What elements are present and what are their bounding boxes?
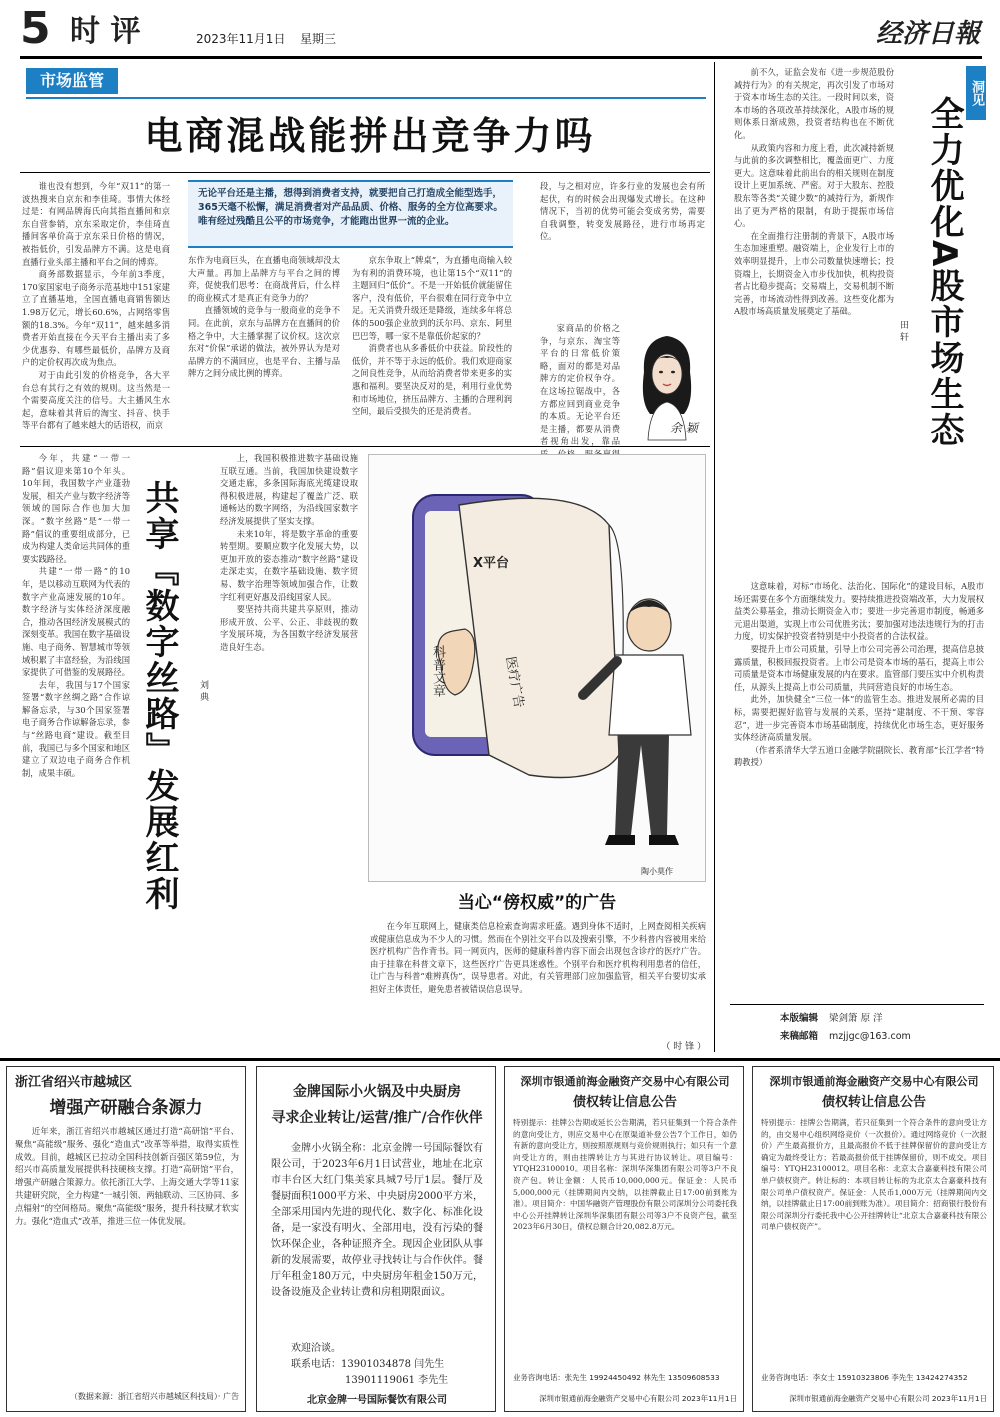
editors-box bbox=[780, 1010, 984, 1050]
lead-paragraph: 谁也没有想到，今年“双11”的第一波热搜来自京东和李佳琦。事情大体经过是：有网品牌海氏向其指直播间和京东自营参销，京东采取定价，李佳琦直播间客单价高于京东采日价格的情况，被指低价，引发品牌方不满。这是电商直播行业头部主播和平台之间的博弈。 bbox=[22, 181, 170, 267]
insight-column-bottom bbox=[734, 580, 984, 1000]
issue-weekday: 星期三 bbox=[300, 32, 337, 46]
ad-yintong-1 bbox=[504, 1066, 744, 1412]
lead-paragraph: 东作为电商巨头，在直播电商领域却没太大声量。再加上品牌方与平台之间的博弈，促使我们思考：在商战背后，什么样的商业模式才是真正有竞争力的？ bbox=[188, 255, 340, 303]
masthead bbox=[0, 0, 1000, 62]
pullquote-text: 无论平台还是主播，想得到消费者支持，就要把自己打造成全能型选手，365天毫不松懈，满足消费者对产品品质、价格、服务的全方位高要求。唯有经过残酷且公平的市场竞争，才能跑出世界一流的企业。 bbox=[198, 188, 503, 227]
cartoon-label-ad: 医疗广告 bbox=[502, 655, 527, 710]
issue-date: 2023年11月1日 bbox=[196, 32, 286, 46]
silkroad-paragraph: 上，我国积极推进数字基础设施互联互通。当前，我国加快建设数字交通走廊，多条国际海底光缆建设取得积极进展，构建起了覆盖广泛、联通畅达的数字网络，为沿线国家数字经济发展提供了坚实支撑。 bbox=[220, 453, 358, 526]
lead-paragraph: 直播领域的竞争与一般商业的竞争不同。在此前，京东与品牌方在直播间的价格之争中，大主播掌握了议价权。这次京东对“价保”承诺的做法，被外界认为是对品牌方的不满回应，也是平台、主播与品牌方之间分成比例的博弈。 bbox=[188, 305, 340, 379]
lead-paragraph: 对于由此引发的价格竞争，各大平台总有其行之有效的规则。这当然是一个需要高度关注的信号。大主播风生水起，意味着其背后的淘宝、抖音、快手等平台都有了越来越大的话语权，而京 bbox=[22, 369, 170, 431]
email-address: mzjjgc@163.com bbox=[829, 1031, 911, 1042]
lead-paragraph: 段，与之相对应，许多行业的发展也会有所起伏，有的时候会出现爆发式增长。在这种情况下，当初的优势可能会变成劣势，需要自我调整，转变发展路径，进行市场再定位。 bbox=[540, 181, 705, 242]
page-number: 5 bbox=[20, 3, 51, 54]
right-column-rule bbox=[714, 62, 715, 1052]
insight-headline: 全力优化A股市场生态 bbox=[924, 96, 964, 449]
insight-paragraph: 前不久，证监会发布《进一步规范股份减持行为》的有关规定，再次引发了市场对于资本市场生态的关注。一段时间以来，资本市场的各项改革持续深化，A股市场的规则体系日渐成熟，投资者结构也在不断优化。 bbox=[734, 67, 894, 140]
insight-paragraph: 从政策内容和力度上看，此次减持新规与此前的多次调整相比，覆盖面更广、力度更大。这意味着此前出台的相关规则在制度设计上更加系统、严密。对于大股东、控股股东等各类“关键少数”的减持行为，新规作出了更为严格的限制，有助于提振市场信心。 bbox=[734, 142, 894, 229]
ad-footer: 深圳市银通前海金融资产交易中心有限公司 2023年11月1日 bbox=[539, 1394, 737, 1403]
section-tag: 市场监管 bbox=[26, 68, 118, 94]
ad-contact: 业务咨询电话：张先生 19924450492 林先生 13509608533 bbox=[513, 1373, 720, 1382]
ad-footer: 深圳市银通前海金融资产交易中心有限公司 2023年11月1日 bbox=[789, 1394, 987, 1403]
lead-column-1 bbox=[22, 180, 170, 442]
insight-column-top bbox=[734, 66, 894, 576]
insight-tag: 洞见 bbox=[966, 66, 986, 120]
insight-paragraph: 这意味着，对标“市场化、法治化、国际化”的建设目标，A股市场还需要在多个方面继续发力。要持续推进投资端改革，大力发展权益类公募基金，推动长期资金入市；要进一步完善退市制度，畅通多元退出渠道，实现上市公司优胜劣汰；要加强对违法违规行为的打击力度，切实保护投资者特别是中小投资者的合法权益。 bbox=[734, 581, 984, 642]
ad-yintong-2 bbox=[752, 1066, 994, 1412]
ad-contact-label: 欢迎洽谈。 bbox=[291, 1343, 341, 1354]
lead-paragraph: 家商品的价格之争，与京东、淘宝等平台的日常低价策略，面对的都是对品牌方的定价权争夺。在这场拉锯战中，各方都应回到商业竞争的本质。无论平台还是主播，都要从消费者视角出发，靠品 bbox=[540, 323, 620, 447]
section-title: 时 评 bbox=[70, 14, 141, 49]
author-portrait bbox=[624, 322, 710, 440]
silkroad-paragraph: 未来10年，将是数字革命的重要转型期。要顺应数字化发展大势，以更加开放的姿态推动“数字丝路”建设走深走实，在数字基础设施、数字贸易、数字治理等领域加强合作，让数字红利更好惠及沿线国家人民。 bbox=[220, 528, 358, 602]
lead-column-2 bbox=[188, 254, 340, 442]
lead-headline: 电商混战能拼出竞争力吗 bbox=[144, 114, 596, 158]
ad-title-line1: 深圳市银通前海金融资产交易中心有限公司 bbox=[769, 1075, 979, 1088]
silkroad-column-1 bbox=[22, 452, 130, 1052]
masthead-rule bbox=[20, 56, 982, 59]
cartoon-signature: （ 时 锋 ） bbox=[661, 1042, 706, 1052]
cartoon-illustration bbox=[369, 455, 707, 883]
ad-footer: 北京金牌一号国际餐饮有限公司 bbox=[307, 1395, 447, 1406]
ad-title-line1: 深圳市银通前海金融资产交易中心有限公司 bbox=[520, 1075, 730, 1088]
cartoon-box bbox=[368, 454, 706, 882]
silkroad-paragraph: 今年，共建“一带一路”倡议迎来第10个年头。10年间，我国数字产业蓬勃发展，相关产业与数字经济等领域的国际合作也加大加深。“数字丝路”是“一带一路”倡议的重要组成部分，已成为构建人类命运共同体的重要实践路径。 bbox=[22, 453, 130, 564]
ad-contact: 业务咨询电话：李女士 15910323806 李先生 13424274352 bbox=[761, 1373, 968, 1382]
editors-rule bbox=[730, 1004, 984, 1005]
email-line bbox=[780, 1028, 984, 1046]
silkroad-author: 刘 典 bbox=[198, 680, 208, 701]
cartoon-commentary bbox=[370, 920, 706, 1038]
cartoon-paragraph: 在今年互联网上，健康类信息检索查询需求旺盛。遇到身体不适时，上网查阅相关疾病或健康信息成为不少人的习惯。然而在个别社交平台以及搜索引擎，不少科普内容被用来给医疗机构广告作背书。同一网页内，医师的健康科普内容下面会出现包含诊疗的医疗广告。由于挂靠在科普文章下，这些医疗广告更具迷惑性。个别平台和医疗机构利用患者的信任，让广告与科普“难辨真伪”，误导患者。对此，有关管理部门应加强监管，相关平台要切实承担好主体责任，避免患者被错误信息误导。 bbox=[370, 921, 706, 994]
lead-column-4b bbox=[540, 322, 620, 447]
ads-top-rule bbox=[0, 1058, 1000, 1061]
lead-column-4 bbox=[540, 180, 705, 320]
cartoon-caption: 当心“傍权威”的广告 bbox=[457, 893, 617, 913]
ad-title-line2: 增强产研融合条源力 bbox=[49, 1098, 203, 1118]
ad-body: 金牌小火锅全称：北京金牌一号国际餐饮有限公司，于2023年6月1日试营业，地址在北京市丰台区大红门集美家具城7号厅1层。餐厅及餐厨面积1000平方米、中央厨房2000平方米，全部采用国内先进的现代化、数字化、标准化设备，是一家没有明火、全部用电，没有污染的餐饮环保企业，各种证照齐全。现因企业团队从事新的发展需要，故停业寻找转让与合作伙伴。餐厅年租金180万元，中央厨房年租金150万元，设备设施及企业转让费和房租期限面议。 bbox=[271, 1143, 483, 1298]
ad-title-line2: 债权转让信息公告 bbox=[821, 1095, 926, 1110]
silkroad-paragraph: 去年，我国与17个国家签署“数字丝绸之路”合作谅解备忘录，与30个国家签署电子商务合作谅解备忘录，参与“丝路电商”建设。截至目前，我国已与多个国家和地区建立了双边电子商务合作机制，成果丰硕。 bbox=[22, 679, 130, 778]
headline-rule bbox=[20, 172, 710, 173]
tag-underline bbox=[26, 97, 706, 99]
silkroad-headline: 共享『数字丝路』发展红利 bbox=[139, 480, 179, 912]
insight-author-note: （作者系清华大学五道口金融学院副院长、教育部“长江学者”特聘教授） bbox=[734, 744, 984, 768]
lead-paragraph: 消费者也从多番低价中获益。阶段性的低价，并不等于永远的低价。我们欢迎商家之间良性竞争，从而给消费者带来更多的实惠和福利。要坚决反对的是，利用行业优势和市场地位，挤压品牌方、主播的合理利润空间，最后受损失的还是消费者。 bbox=[352, 343, 512, 417]
cartoon-label-article: 科普文章 bbox=[430, 645, 445, 697]
insight-paragraph: 在全面推行注册制的背景下，A股市场生态加速重塑。融资端上，企业发行上市的效率明显提升，上市公司数量快速增长；投资端上，长期资金入市步伐加快，机构投资者占比稳步提高；交易端上，交易机制不断完善，市场流动性得到改善。这些变化都为A股市场高质量发展奠定了基础。 bbox=[734, 230, 894, 317]
newspaper-logo: 经济日報 bbox=[875, 19, 980, 49]
ad-phone: 13901119061 李先生 bbox=[345, 1375, 449, 1386]
editors-line bbox=[780, 1010, 984, 1028]
lead-column-3 bbox=[352, 254, 512, 442]
author-signature: 余 颖 bbox=[670, 421, 698, 435]
cartoon-label-platform: X平台 bbox=[473, 556, 510, 571]
cartoon-artist: 陶小莫作 bbox=[641, 867, 673, 876]
silkroad-paragraph: 共建“一带一路”的10年，是以移动互联网为代表的数字产业高速发展的10年。数字经济与实体经济深度融合，推动各国经济发展模式的深刻变革。我国在数字基础设施、电子商务、智慧城市等领域积累了丰富经验，为沿线国家提供了可借鉴的发展路径。 bbox=[22, 566, 130, 678]
lead-bottom-rule bbox=[20, 446, 710, 447]
editors-label: 本版编辑 bbox=[780, 1013, 819, 1024]
lead-paragraph: 京东争取上“牌桌”，为直播电商输入较为有利的消费环境，也让第15个“双11”的主题回归“低价”。不是一开始低价就能留住客户，没有低价，平台很难在同行竞争中立足。无关消费升级还是降级，连续多年将总体的500强企业放到的沃尔玛、京东、阿里巴巴等，哪一家不是靠低价起家的？ bbox=[352, 255, 512, 341]
ad-body: 特别提示：挂牌公告期或延长公告期满，若只征集到一个符合条件的意向受让方，则应交易中心在原渠道补登公告7个工作日，如仍有新的意向受让方，则按照原规则与竞价规则执行；如只有一个意向受让方的，则由挂牌转让方与其进行协议转让。项目编号：YTQH23100010。项目名称：深圳华深集团有限公司等3户不良资产包。转让金额：人民币10,000,000元。保证金：人民币5,000,000元（挂牌期间内交纳，以挂牌截止日17:00前到账为准）。项目简介：中国华融资产管理股份有限公司深圳分公司委托我中心公开挂牌转让深圳华深集团有限公司等3户不良资产包，截至2023年6月30日，债权总额合计20,082.8万元。 bbox=[513, 1118, 738, 1232]
ad-footer: （数据来源：浙江省绍兴市越城区科技局）· 广告 bbox=[69, 1392, 239, 1401]
ad-title-line2: 寻求企业转让/运营/推广/合作伙伴 bbox=[271, 1110, 483, 1126]
ad-title-line1: 浙江省绍兴市越城区 bbox=[15, 1075, 133, 1090]
insight-paragraph: 要提升上市公司质量，引导上市公司完善公司治理，提高信息披露质量，积极回报投资者。上市公司是资本市场的基石，提高上市公司质量是资本市场健康发展的内在要求。监管部门要压实中介机构责任，从源头上提高上市公司质量，共同营造良好的市场生态。 bbox=[734, 643, 984, 692]
email-label: 来稿邮箱 bbox=[780, 1031, 819, 1042]
ad-phone: 联系电话：13901034878 闫先生 bbox=[291, 1359, 445, 1370]
ad-hotpot bbox=[256, 1066, 496, 1412]
editors-names: 梁剑箫 原 洋 bbox=[829, 1013, 883, 1024]
insight-author: 田 轩 bbox=[898, 320, 908, 341]
ad-body: 近年来，浙江省绍兴市越城区通过打造“高研馆”平台、聚焦“高能级”服务、强化“造血式”改革等举措，取得实质性成效。目前，越城区已拉动全国科技创新百强区第59位，为绍兴市高质量发展提供科技硬核支撑。打造“高研馆”平台，增强产研融合策源力。依托浙江大学、上海交通大学等11家共建研究院，全力构建“一城引领、两轴联动、三区协同、多点辐射”的空间格局。聚焦“高能级”服务，提升科技赋才软实力。强化“造血式”改革，推进三位一体优发展。 bbox=[15, 1126, 239, 1226]
silkroad-column-2 bbox=[220, 452, 358, 1052]
pullquote-box bbox=[188, 180, 513, 248]
lead-paragraph: 商务部数据显示，今年前3季度，170家国家电子商务示范基地中151家建立了直播基地，全国直播电商销售额达1.98万亿元，增长60.6%，占网络零售额的18.3%。今年“双11”，越来越多消费者开始直接在今天平台主播出卖了多少优惠券、有哪些最低价，品牌方及商户的定价权再次成为焦点。 bbox=[22, 269, 170, 368]
insight-paragraph: 此外，加快健全“三位一体”的监管生态。推进发展所必需的目标，需要把握好监管与发展的关系，坚持“建制度、不干预、零容忍”，进一步完善资本市场基础制度，持续优化市场生态，更好服务实体经济高质量发展。 bbox=[734, 694, 984, 743]
silkroad-paragraph: 要坚持共商共建共享原则，推动形成开放、公平、公正、非歧视的数字发展环境，为各国数字经济发展营造良好生态。 bbox=[220, 604, 358, 652]
ad-shaoxing bbox=[6, 1066, 246, 1412]
ad-title-line1: 金牌国际小火锅及中央厨房 bbox=[293, 1084, 461, 1100]
ad-body: 特别提示：挂牌公告期满，若只征集到一个符合条件的意向受让方的，由交易中心组织网络竞价（一次报价）。通过网络竞价（一次报价）产生最高报价方，且最高报价不低于挂牌保留价的意向受让方确定为最终受让方；若最高报价低于挂牌保留价，则不成交。项目编号：YTQH23100012。项目名称：北京太合嘉豪科技有限公司单户债权资产。转让标的：本项目转让标的为北京太合嘉豪科技有限公司单户债权资产。保证金：人民币1,000万元（挂牌期间内交纳，以挂牌截止日17:00前到账为准）。项目简介：招商银行股份有限公司深圳分行委托我中心公开挂牌转让“北京太合嘉豪科技有限公司单户债权资产”。 bbox=[761, 1118, 987, 1232]
ad-title-line2: 债权转让信息公告 bbox=[572, 1095, 677, 1110]
